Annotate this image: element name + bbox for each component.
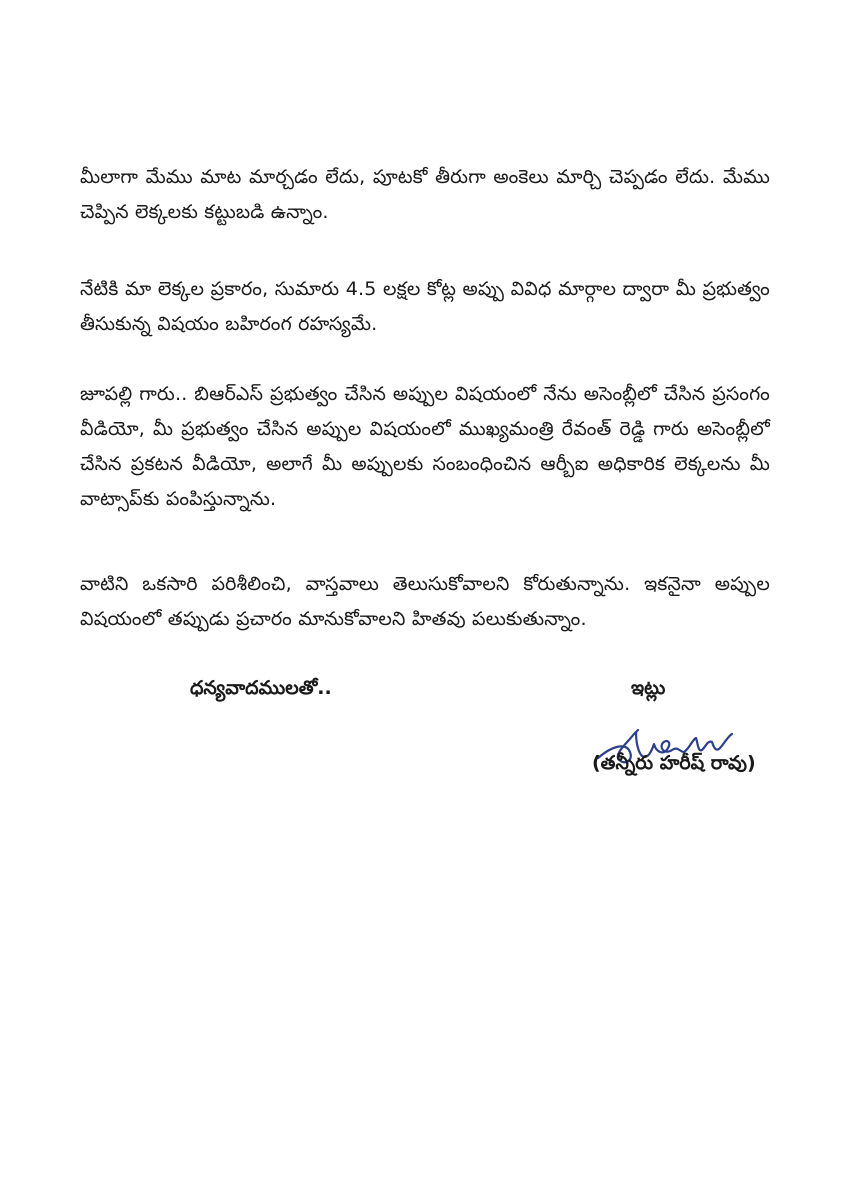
letter-paragraph-4: వాటిని ఒకసారి పరిశీలించి, వాస్తవాలు తెలుసుకోవాలని కోరుతున్నాను. ఇకనైనా అప్పుల విషయంలో తప్పుడు ప్రచారం మానుకోవాలని హితవు పలుకుతున్నాం. [80, 573, 770, 630]
yours-faithfully: ఇట్లు [631, 677, 666, 699]
signer-name: (తన్నీరు హరీష్ రావు) [592, 752, 756, 774]
closing-salutation: ధన్యవాదములతో.. [190, 677, 332, 699]
letter-paragraph-2: నేటికి మా లెక్కల ప్రకారం, సుమారు 4.5 లక్షల కోట్ల అప్పు వివిధ మార్గాల ద్వారా మీ ప్రభుత్వం తీసుకున్న విషయం బహిరంగ రహస్యమే. [80, 278, 770, 335]
letter-paragraph-3: జూపల్లి గారు.. బిఆర్ఎస్ ప్రభుత్వం చేసిన అప్పుల విషయంలో నేను అసెంబ్లీలో చేసిన ప్రసంగం వీడియో, మీ ప్రభుత్వం చేసిన అప్పుల విషయంలో ముఖ్యమంత్రి రేవంత్ రెడ్డి గారు అసెంబ్లీలో చేసిన ప్రకటన వీడియో, అలాగే మీ అప్పులకు సంబంధించిన ఆర్బీఐ అధికారిక లెక్కలను మీ వాట్సాప్‌కు పంపిస్తున్నాను. [80, 383, 770, 510]
letter-paragraph-1: మీలాగా మేము మాట మార్చడం లేదు, పూటకో తీరుగా అంకెలు మార్చి చెప్పడం లేదు. మేము చెప్పిన లెక్కలకు కట్టుబడి ఉన్నాం. [80, 166, 770, 223]
